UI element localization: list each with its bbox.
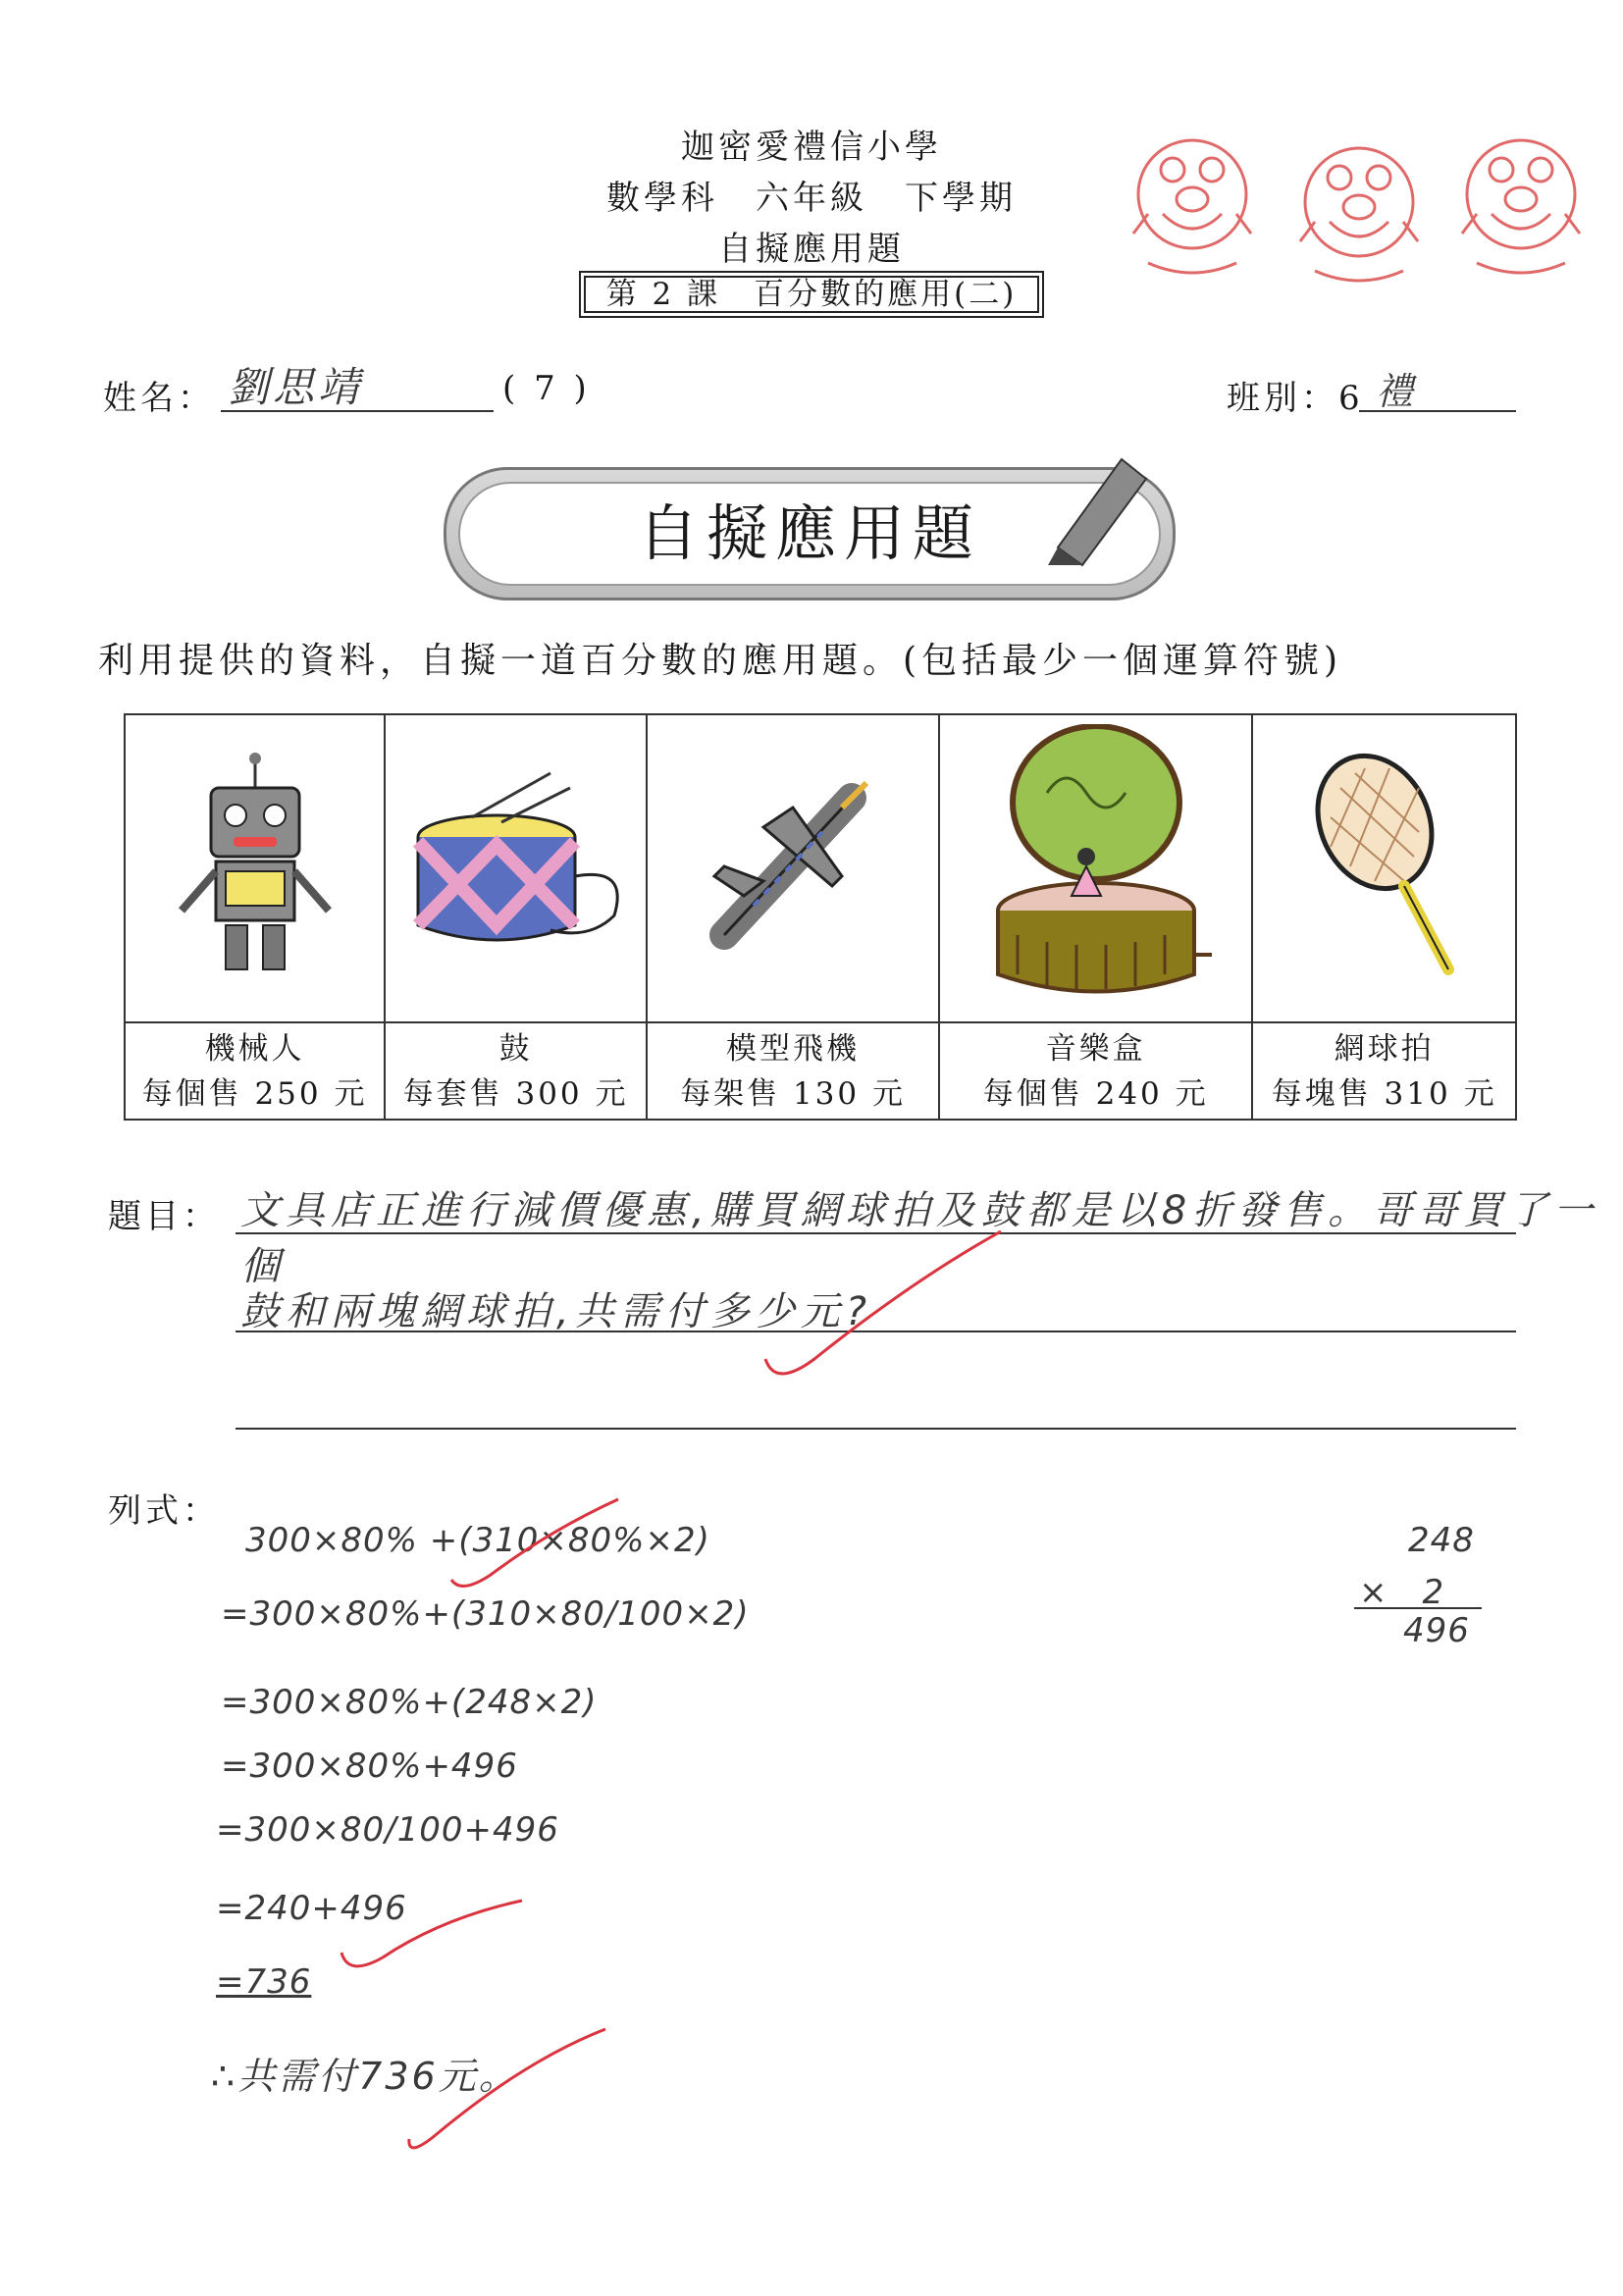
- class-value: 禮: [1376, 370, 1414, 413]
- item-name: 鼓: [498, 1030, 533, 1067]
- robot-icon: [157, 749, 353, 984]
- item-price: 每架售 130 元: [680, 1075, 906, 1112]
- instruction-text: 利用提供的資料，自擬一道百分數的應用題。(包括最少一個運算符號): [98, 641, 1343, 681]
- student-name: 劉思靖: [228, 363, 364, 411]
- question-label: 題目：: [108, 1197, 220, 1236]
- item-name: 機械人: [204, 1030, 305, 1067]
- working-step: =300×80%+(248×2): [221, 1683, 598, 1722]
- question-underline: [236, 1428, 1516, 1430]
- item-image-cell: [125, 714, 385, 1022]
- item-label-cell: [125, 1022, 385, 1120]
- stamp-icon: [1133, 140, 1251, 273]
- item-image-cell: [385, 714, 647, 1022]
- item-price: 每套售 300 元: [402, 1075, 629, 1112]
- side-calc-multiplier: × 2: [1359, 1573, 1445, 1612]
- item-label-cell: [647, 1022, 939, 1120]
- working-label: 列式：: [108, 1491, 220, 1531]
- question-line-1: 文具店正進行減價優惠,購買網球拍及鼓都是以8折發售。哥哥買了一個: [240, 1188, 1599, 1289]
- reward-stamps: [1114, 116, 1604, 283]
- side-calc-top: 248: [1408, 1521, 1475, 1560]
- student-number: ( 7 ): [502, 369, 591, 408]
- banner-title: 自擬應用題: [458, 482, 1161, 586]
- working-step: =300×80%+496: [221, 1747, 518, 1786]
- item-price: 每個售 250 元: [141, 1075, 368, 1112]
- check-mark-icon: [432, 1491, 628, 1599]
- stamp-icon: [1462, 140, 1580, 273]
- name-label: 姓名：: [103, 379, 215, 418]
- item-image-cell: [1252, 714, 1516, 1022]
- lesson-title: 第 2 課 百分數的應用(二): [579, 271, 1044, 318]
- check-mark-icon: [397, 2021, 613, 2159]
- class-underline: [1359, 410, 1516, 412]
- music-box-icon: [978, 724, 1214, 1009]
- item-image-cell: [647, 714, 939, 1022]
- check-mark-icon: [756, 1222, 1011, 1388]
- item-name: 音樂盒: [1045, 1030, 1146, 1067]
- stamp-icon: [1300, 148, 1418, 281]
- name-underline: [221, 410, 494, 412]
- working-step: 300×80% +(310×80%×2): [245, 1521, 710, 1560]
- side-calc-result: 496: [1403, 1611, 1470, 1650]
- answer-statement: ∴共需付736元。: [211, 2055, 519, 2098]
- pencil-icon: [1038, 440, 1156, 567]
- school-name: 迦密愛禮信小學: [681, 128, 942, 167]
- drum-icon: [403, 768, 629, 965]
- item-image-cell: [939, 714, 1252, 1022]
- check-mark-icon: [334, 1889, 530, 1977]
- item-label-cell: [939, 1022, 1252, 1120]
- working-step: =240+496: [216, 1889, 407, 1928]
- subject-line: 數學科 六年級 下學期: [606, 179, 1017, 218]
- item-label-cell: [385, 1022, 647, 1120]
- item-price: 每塊售 310 元: [1271, 1075, 1497, 1112]
- question-line-2: 鼓和兩塊網球拍,共需付多少元?: [240, 1289, 872, 1334]
- item-name: 網球拍: [1334, 1030, 1435, 1067]
- item-price: 每個售 240 元: [982, 1075, 1209, 1112]
- side-calc-line: [1354, 1607, 1482, 1609]
- working-step: =300×80/100+496: [216, 1810, 559, 1850]
- airplane-icon: [695, 768, 891, 965]
- working-step: =300×80%+(310×80/100×2): [221, 1594, 750, 1634]
- working-step: =736: [216, 1962, 312, 2002]
- class-label: 班別：6: [1227, 379, 1364, 418]
- tennis-racket-icon: [1296, 749, 1473, 984]
- worksheet-title: 自擬應用題: [718, 230, 905, 269]
- item-name: 模型飛機: [726, 1030, 861, 1067]
- items-table: [124, 713, 1517, 1121]
- item-label-cell: [1252, 1022, 1516, 1120]
